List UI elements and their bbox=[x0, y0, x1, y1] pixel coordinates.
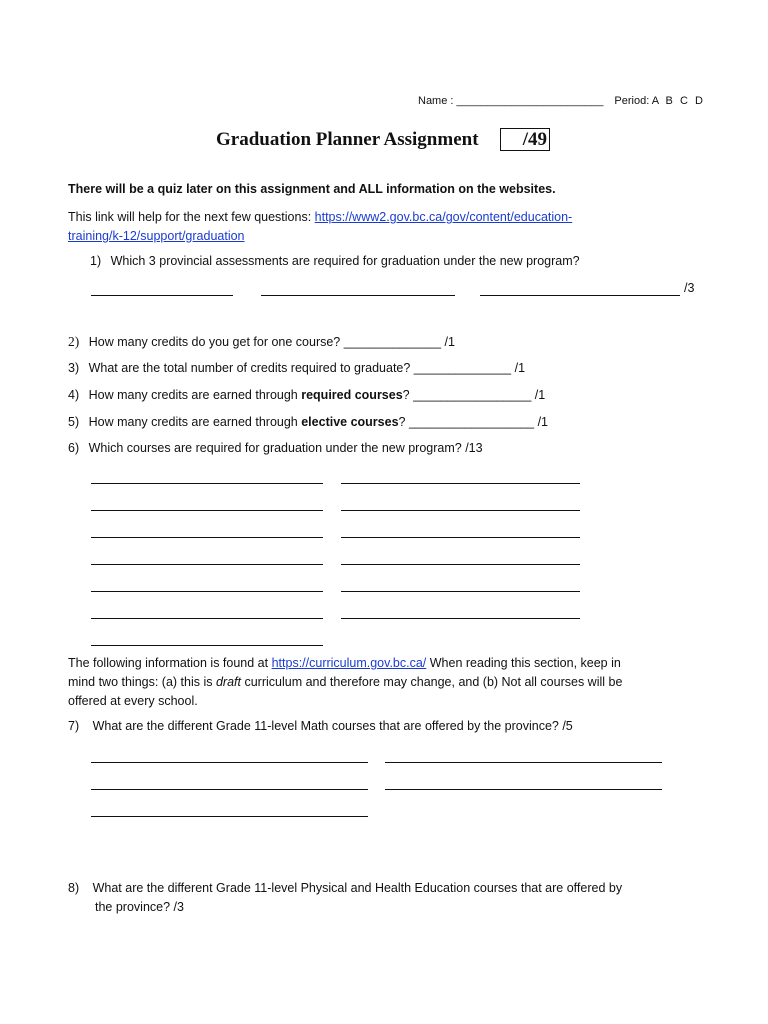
q1-answer-line-2[interactable] bbox=[261, 295, 455, 296]
question-4-text-pre: How many credits are earned through bbox=[88, 388, 302, 402]
question-3 bbox=[68, 361, 525, 375]
question-5-bold: elective courses bbox=[301, 415, 399, 429]
q6-answer-line[interactable] bbox=[91, 645, 323, 646]
question-5-number: 5) bbox=[68, 415, 80, 429]
q6-answer-line[interactable] bbox=[91, 537, 323, 538]
curriculum-link[interactable]: https://curriculum.gov.bc.ca/ bbox=[271, 656, 427, 670]
question-8-text-line2: the province? /3 bbox=[95, 900, 184, 914]
curriculum-draft: draft bbox=[215, 675, 241, 689]
page-title: Graduation Planner Assignment bbox=[216, 129, 479, 150]
curriculum-paragraph bbox=[68, 654, 708, 711]
intro-link-paragraph bbox=[68, 208, 708, 246]
q7-answer-line[interactable] bbox=[385, 762, 662, 763]
question-2-text: How many credits do you get for one course? ______________ /1 bbox=[88, 335, 455, 349]
score-box: /49 bbox=[500, 128, 550, 151]
q6-answer-line[interactable] bbox=[91, 564, 323, 565]
question-6-text: Which courses are required for graduation under the new program? /13 bbox=[88, 441, 483, 455]
question-3-number: 3) bbox=[68, 361, 80, 375]
question-2 bbox=[68, 334, 455, 350]
q6-answer-line[interactable] bbox=[91, 618, 323, 619]
q1-answer-line-1[interactable] bbox=[91, 295, 233, 296]
question-7-text: What are the different Grade 11-level Math courses that are offered by the province? /5 bbox=[92, 719, 573, 733]
period-option-d[interactable]: D bbox=[694, 95, 703, 107]
question-4-text-post: ? _________________ /1 bbox=[402, 388, 546, 402]
name-blank[interactable]: ________________________ bbox=[456, 95, 604, 107]
curriculum-after-link: When reading this section, keep in bbox=[426, 656, 621, 670]
question-4-bold: required courses bbox=[301, 388, 403, 402]
q6-answer-line[interactable] bbox=[341, 618, 580, 619]
q1-answer-line-3[interactable] bbox=[480, 295, 680, 296]
q6-answer-line[interactable] bbox=[91, 591, 323, 592]
curriculum-line2-post: curriculum and therefore may change, and (b) Not all courses will be bbox=[240, 675, 623, 689]
q7-answer-line[interactable] bbox=[91, 789, 368, 790]
question-4-number: 4) bbox=[68, 388, 80, 402]
question-6 bbox=[68, 441, 483, 455]
question-2-number: 2) bbox=[68, 334, 80, 349]
period-option-b[interactable]: B bbox=[665, 95, 673, 107]
q6-answer-line[interactable] bbox=[341, 591, 580, 592]
name-period-row bbox=[418, 95, 703, 107]
question-7-number: 7) bbox=[68, 719, 80, 733]
period-label: Period: bbox=[614, 95, 650, 107]
question-1-text: Which 3 provincial assessments are required for graduation under the new program? bbox=[110, 254, 580, 268]
q6-answer-line[interactable] bbox=[91, 510, 323, 511]
q6-answer-line[interactable] bbox=[341, 483, 580, 484]
question-1-number: 1) bbox=[90, 254, 102, 268]
question-1 bbox=[90, 254, 580, 268]
q7-answer-line[interactable] bbox=[385, 789, 662, 790]
curriculum-lead: The following information is found at bbox=[68, 656, 272, 670]
q7-answer-line[interactable] bbox=[91, 762, 368, 763]
period-option-a[interactable]: A bbox=[651, 95, 659, 107]
name-label: Name : bbox=[418, 95, 454, 107]
q7-answer-line[interactable] bbox=[91, 816, 368, 817]
period-option-c[interactable]: C bbox=[679, 95, 688, 107]
quiz-note: There will be a quiz later on this assignment and ALL information on the websites. bbox=[68, 182, 556, 196]
question-6-number: 6) bbox=[68, 441, 80, 455]
question-8-number: 8) bbox=[68, 881, 80, 895]
q6-answer-line[interactable] bbox=[91, 483, 323, 484]
curriculum-line2-pre: mind two things: (a) this is bbox=[68, 675, 216, 689]
question-8-text-line1: What are the different Grade 11-level Physical and Health Education courses that are offered by bbox=[92, 881, 623, 895]
q6-answer-line[interactable] bbox=[341, 537, 580, 538]
question-3-text: What are the total number of credits required to graduate? ______________ /1 bbox=[88, 361, 526, 375]
q6-answer-line[interactable] bbox=[341, 510, 580, 511]
question-5-text-post: ? __________________ /1 bbox=[398, 415, 548, 429]
q6-answer-line[interactable] bbox=[341, 564, 580, 565]
curriculum-line3: offered at every school. bbox=[68, 694, 198, 708]
question-8 bbox=[68, 879, 622, 917]
question-4 bbox=[68, 388, 545, 402]
question-5-text-pre: How many credits are earned through bbox=[88, 415, 302, 429]
question-5 bbox=[68, 415, 548, 429]
q1-score: /3 bbox=[684, 281, 695, 295]
link-lead: This link will help for the next few questions: bbox=[68, 210, 315, 224]
graduation-link-continued[interactable]: training/k-12/support/graduation bbox=[68, 229, 245, 243]
question-7 bbox=[68, 719, 573, 733]
graduation-link[interactable]: https://www2.gov.bc.ca/gov/content/education- bbox=[314, 210, 573, 224]
